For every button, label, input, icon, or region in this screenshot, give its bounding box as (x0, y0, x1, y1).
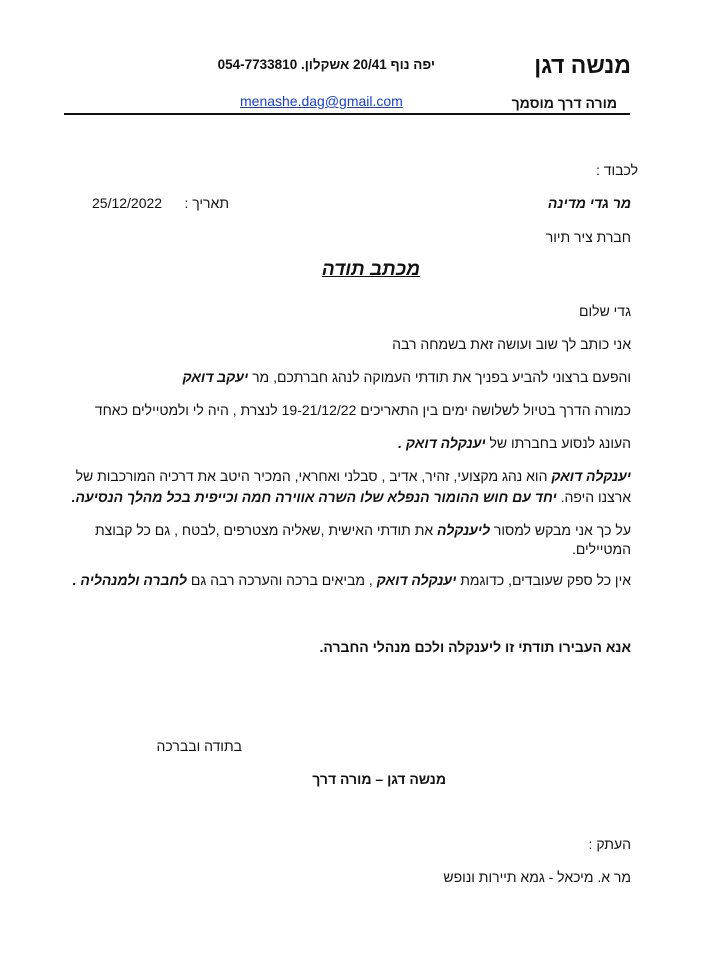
paragraph-2-bold: יחד עם חוש ההומור הנפלא שלו השרה אווירה חמה וכייפית בכל מהלך הנסיעה. (71, 489, 557, 505)
driver-nickname-bold: יענקלה דואק (551, 468, 631, 484)
paragraph-4-text-2: , מביאים ברכה והערכה רבה גם (186, 572, 377, 588)
sender-name: מנשה דגן (534, 52, 631, 78)
signature: מנשה דגן – מורה דרך (312, 771, 446, 787)
paragraph-3-line-1 (95, 522, 631, 538)
paragraph-4-bold: יענקלה דואק (376, 572, 457, 588)
header-divider (64, 113, 630, 115)
regards: בתודה ובברכה (156, 738, 242, 754)
closing-request: אנא העבירו תודתי זו ליענקלה ולכם מנהלי החברה. (319, 639, 631, 655)
sender-address: יפה נוף 20/41 אשקלון. 054-7733810 (217, 57, 435, 72)
body-line-1: אני כותב לך שוב ועושה זאת בשמחה רבה (392, 336, 631, 352)
cc-label: העתק : (588, 836, 631, 852)
date-label: תאריך : (184, 195, 229, 211)
body-line-2-text: והפעם ברצוני להביע בפניך את תודתי העמוקה לנהג חברתכם, מר (248, 369, 631, 385)
body-line-4-text: העונג לנסוע בחברתו של (485, 435, 631, 451)
driver-name: יעקב דואק (182, 369, 249, 385)
paragraph-4 (73, 572, 631, 588)
letter-title: מכתב תודה (321, 259, 420, 280)
driver-nickname: יענקלה דואק . (398, 435, 486, 451)
body-line-2 (183, 369, 632, 385)
paragraph-3-text-2: את תודתי האישית ,שאליה מצטרפים ,לבטח , גם כל קבוצת (94, 522, 438, 538)
to-label: לכבוד : (595, 162, 638, 178)
body-line-3: כמורה הדרך בטיול לשלושה ימים בין התאריכים 19-21/12/22 לנצרת , היה לי ולמטיילים כאחד (94, 402, 631, 418)
paragraph-4-text: אין כל ספק שעובדים, כדוגמת (456, 572, 631, 588)
paragraph-3-text: על כך אני מבקש למסור (490, 522, 631, 538)
paragraph-2-text-2: ארצנו היפה. (556, 489, 631, 505)
greeting: גדי שלום (579, 303, 631, 319)
paragraph-4-bold-2: לחברה ולמנהליה . (72, 572, 187, 588)
paragraph-2-line-1 (76, 468, 631, 484)
paragraph-2-line-2 (72, 489, 631, 505)
date-value: 25/12/2022 (92, 195, 163, 211)
recipient-company: חברת ציר תיור (545, 229, 631, 245)
paragraph-3-line-2: המטיילים. (571, 541, 631, 557)
sender-email-link[interactable]: menashe.dag@gmail.com (240, 93, 403, 109)
recipient-name: מר גדי מדינה (547, 195, 631, 211)
paragraph-2-text: הוא נהג מקצועי, זהיר, אדיב , סבלני ואחראי, המכיר היטב את דרכיה המורכבות של (75, 468, 552, 484)
body-line-4 (398, 435, 631, 451)
paragraph-3-bold: ליענקלה (437, 522, 491, 538)
cc-line: מר א. מיכאל - גמא תיירות ונופש (443, 869, 631, 885)
sender-role: מורה דרך מוסמך (511, 95, 617, 111)
